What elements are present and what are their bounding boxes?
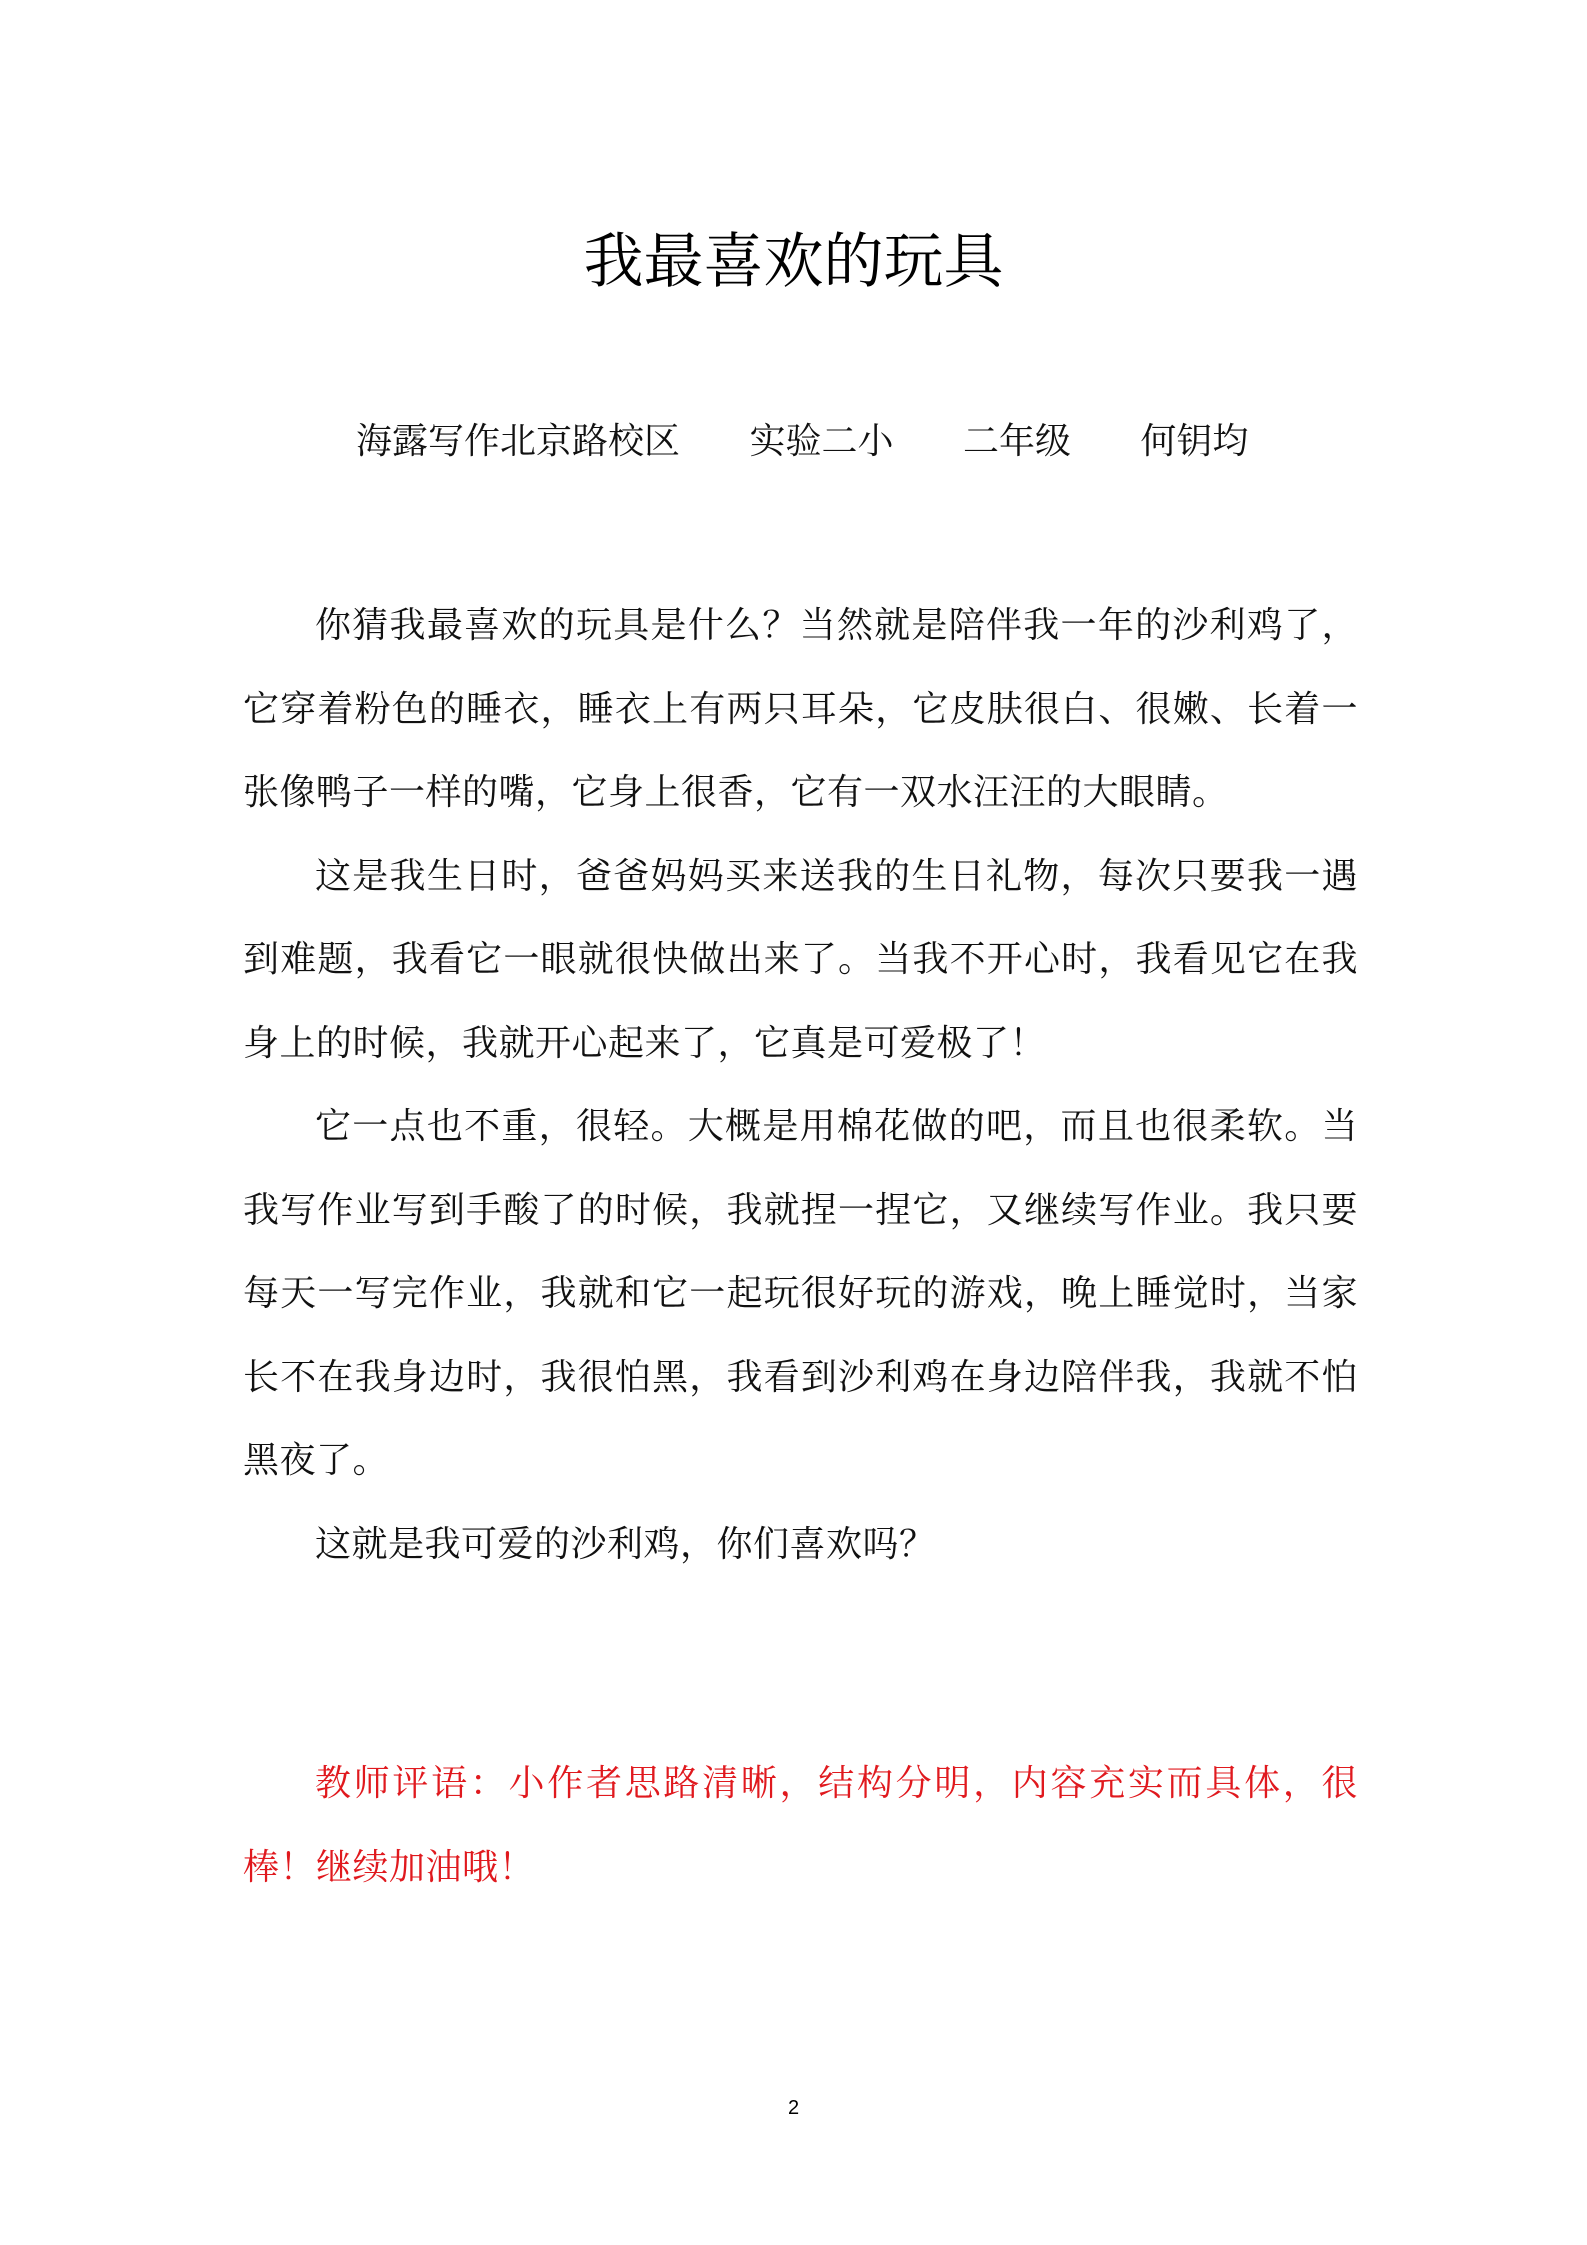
paragraph-3: 它一点也不重，很轻。大概是用棉花做的吧，而且也很柔软。当我写作业写到手酸了的时候，我就捏一捏它，又继续写作业。我只要每天一写完作业，我就和它一起玩很好玩的游戏，晚上睡觉时，当家长不在我身边时，我很怕黑，我看到沙利鸡在身边陪伴我，我就不怕黑夜了。 bbox=[243, 1106, 1358, 1481]
school-name: 实验二小 bbox=[749, 421, 894, 462]
essay-title: 我最喜欢的玩具 bbox=[583, 227, 1004, 297]
grade-level: 二年级 bbox=[962, 421, 1071, 462]
school-branch: 海露写作北京路校区 bbox=[356, 421, 681, 462]
paragraph-2: 这是我生日时，爸爸妈妈买来送我的生日礼物，每次只要我一遇到难题，我看它一眼就很快做出来了。当我不开心时，我看见它在我身上的时候，我就开心起来了，它真是可爱极了！ bbox=[243, 855, 1358, 1064]
essay-body bbox=[243, 584, 1358, 1586]
paragraph-1: 你猜我最喜欢的玩具是什么？当然就是陪伴我一年的沙利鸡了，它穿着粉色的睡衣，睡衣上有两只耳朵，它皮肤很白、很嫩、长着一张像鸭子一样的嘴，它身上很香，它有一双水汪汪的大眼睛。 bbox=[243, 605, 1358, 813]
author-byline bbox=[356, 418, 1356, 466]
teacher-comment: 教师评语：小作者思路清晰，结构分明，内容充实而具体，很棒！继续加油哦！ bbox=[243, 1763, 1358, 1888]
paragraph-4: 这就是我可爱的沙利鸡，你们喜欢吗？ bbox=[315, 1523, 936, 1565]
page-number: 2 bbox=[787, 2097, 800, 2119]
author-name: 何钥均 bbox=[1140, 421, 1249, 462]
